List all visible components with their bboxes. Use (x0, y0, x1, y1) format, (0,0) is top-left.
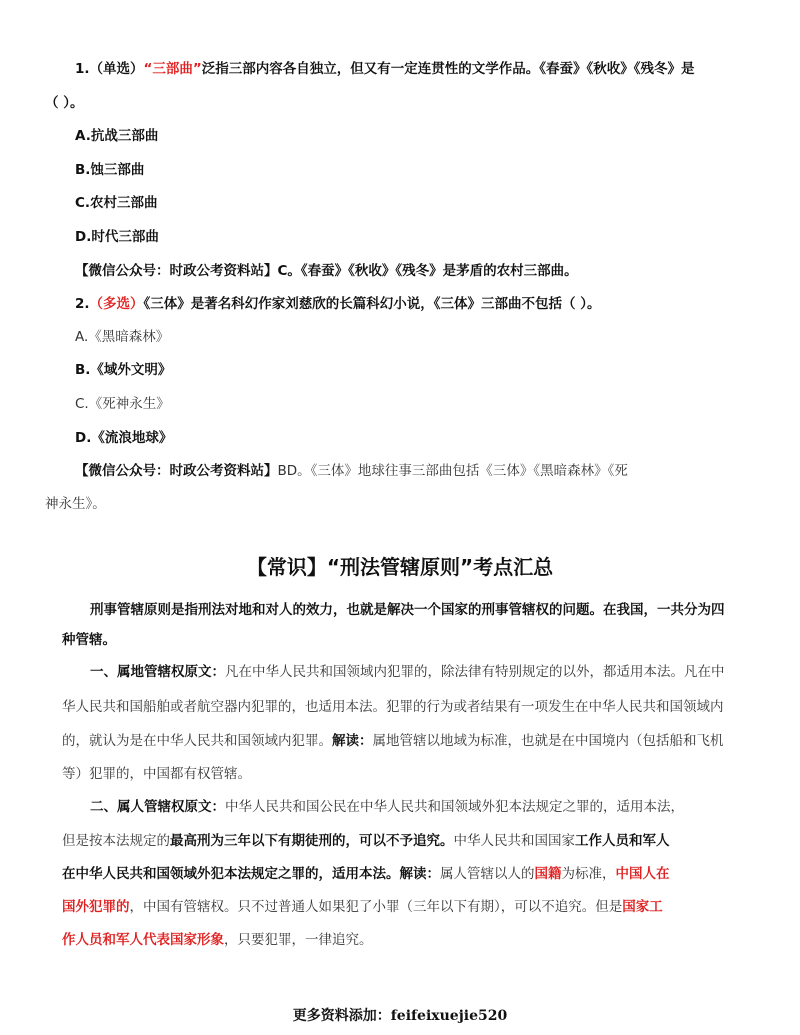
p2-label: 二、属人管辖权原文： (90, 799, 225, 815)
p2-line-2 (62, 831, 670, 851)
p1-line-4: 等）犯罪的，中国都有权管辖。 (62, 766, 251, 782)
q1-option-b: B.蚀三部曲 (75, 162, 145, 178)
p2-text-3f: 中国人在 (615, 866, 670, 882)
p2-text-1: 中华人民共和国公民在中华人民共和国领域外犯本法规定之罪的，适用本法， (225, 799, 684, 815)
q1-option-c: C.农村三部曲 (75, 195, 158, 211)
footer-contact: 更多资料添加：feifeixuejie520 (292, 1008, 508, 1024)
section-title: 【常识】“刑法管辖原则”考点汇总 (246, 555, 554, 579)
q1-term: “三部曲” (143, 61, 202, 77)
p2-interpret-label: 解读： (399, 866, 440, 882)
q1-option-a: A.抗战三部曲 (75, 128, 159, 144)
p2-text-3c: 属人管辖以人的 (440, 866, 535, 882)
p2-line-4 (62, 897, 663, 917)
p1-interpret-label: 解读： (332, 733, 373, 749)
q2-number: 2. (75, 296, 90, 312)
q2-option-b: B.《域外文明》 (75, 362, 172, 378)
p1-text-1: 凡在中华人民共和国领域内犯罪的，除法律有特别规定的以外，都适用本法。凡在中 (225, 664, 725, 680)
p1-text-3c: 属地管辖以地域为标准，也就是在中国境内（包括船和飞机 (372, 733, 724, 749)
q2-answer-source: 【微信公众号：时政公考资料站】 (75, 463, 278, 479)
p2-text-5b: ，只要犯罪，一律追究。 (224, 932, 373, 948)
q1-stem (75, 59, 695, 79)
intro-line-1: 刑事管辖原则是指刑法对地和对人的效力，也就是解决一个国家的刑事管辖权的问题。在我国，一共分为四 (90, 602, 725, 618)
p2-text-2b: 最高刑为三年以下有期徒刑的，可以不予追究。 (170, 833, 454, 849)
q2-stem-text: 《三体》是著名科幻作家刘慈欣的长篇科幻小说，《三体》三部曲不包括（ ）。 (143, 296, 601, 312)
p2-text-2d: 工作人员和军人 (575, 833, 670, 849)
p2-text-4b: ，中国有管辖权。只不过普通人如果犯了小罪（三年以下有期），可以不追究。但是 (129, 899, 623, 915)
p2-text-5a: 作人员和军人代表国家形象 (62, 932, 224, 948)
q1-stem-end: （ ）。 (45, 95, 84, 111)
p2-text-3d: 国籍 (534, 866, 562, 882)
p2-text-3a: 在中华人民共和国领域外犯本法规定之罪的，适用本法。 (62, 866, 400, 882)
p2-text-2a: 但是按本法规定的 (62, 833, 170, 849)
q1-stem-rest: 泛指三部内容各自独立，但又有一定连贯性的文学作品。《春蚕》《秋收》《残冬》是 (201, 61, 695, 77)
q2-option-d: D.《流浪地球》 (75, 430, 173, 446)
p2-line-3 (62, 864, 670, 884)
q2-type: （多选） (89, 296, 144, 312)
p1-line-2: 华人民共和国船舶或者航空器内犯罪的，也适用本法。犯罪的行为或者结果有一项发生在中华人民共和国领域内 (62, 699, 724, 715)
p1-line-3 (62, 731, 724, 751)
q2-answer-text-1: BD。《三体》地球往事三部曲包括《三体》《黑暗森林》《死 (277, 463, 628, 479)
q1-answer (75, 261, 578, 281)
q2-answer-text-2: 神永生》。 (45, 496, 106, 512)
p1-text-3a: 的，就认为是在中华人民共和国领域内犯罪。 (62, 733, 332, 749)
q2-option-c: C.《死神永生》 (75, 396, 170, 412)
q1-answer-text: C。《春蚕》《秋收》《残冬》是茅盾的农村三部曲。 (277, 263, 578, 279)
q1-option-d: D.时代三部曲 (75, 229, 159, 245)
p2-text-3e: 为标准， (561, 866, 616, 882)
p2-line-5 (62, 930, 373, 950)
p2-text-4c: 国家工 (622, 899, 663, 915)
q1-number: 1. (75, 61, 90, 77)
q1-type: （单选） (89, 61, 144, 77)
p1-line-1 (90, 662, 725, 682)
intro-line-2: 种管辖。 (62, 632, 116, 648)
p2-text-2c: 中华人民共和国国家 (453, 833, 575, 849)
q1-answer-source: 【微信公众号：时政公考资料站】 (75, 263, 278, 279)
p2-text-4a: 国外犯罪的 (62, 899, 130, 915)
p1-label: 一、属地管辖权原文： (90, 664, 225, 680)
q2-option-a: A.《黑暗森林》 (75, 329, 170, 345)
q2-answer (75, 461, 628, 481)
p2-line-1 (90, 797, 684, 817)
q2-stem (75, 294, 600, 314)
